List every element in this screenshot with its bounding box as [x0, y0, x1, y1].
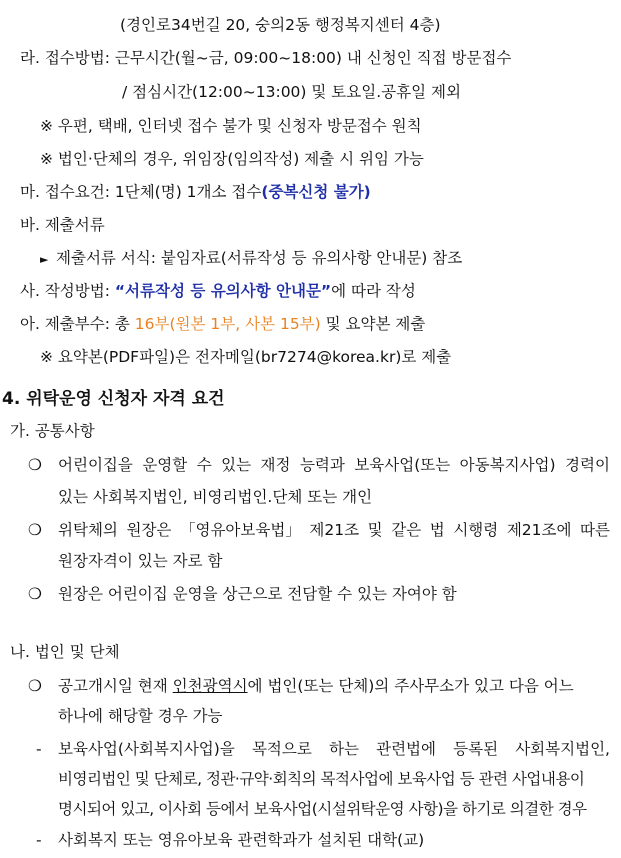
qualification-line-2-cont: 원장자격이 있는 자로 함	[58, 552, 223, 570]
copies-label: 아. 제출부수: 총	[20, 315, 135, 333]
writing-method-tail: 에 따라 작성	[331, 282, 416, 300]
common-items-heading: 가. 공통사항	[10, 422, 95, 440]
summary-email-line: ※ 요약본(PDF파일)은 전자메일(br7274@korea.kr)로 제출	[40, 348, 452, 366]
copies-tail: 및 요약본 제출	[320, 315, 426, 333]
word: 등록된	[453, 740, 499, 758]
corporation-line-3: 사회복지 또는 영유아보육 관련학과가 설치된 대학(교)	[58, 831, 425, 849]
corporation-line-2	[58, 739, 610, 759]
word: 재정	[260, 456, 291, 474]
copies-count-text: 16부(원본 1부, 사본 15부)	[134, 315, 321, 333]
circle-bullet-icon: ❍	[28, 677, 42, 695]
word: 있는	[221, 456, 252, 474]
qualification-line-1-cont: 있는 사회복지법인, 비영리법인.단체 또는 개인	[58, 488, 373, 506]
address-line: (경인로34번길 20, 숭의2동 행정복지센터 4층)	[120, 16, 441, 34]
word: 보육사업(사회복지사업)을	[58, 740, 235, 758]
dash-marker: -	[36, 740, 42, 758]
dash-marker: -	[36, 831, 42, 849]
qualification-line-2	[58, 520, 610, 540]
qualification-line-3: 원장은 어린이집 운영을 상근으로 전담할 수 있는 자여야 함	[58, 585, 457, 603]
circle-bullet-icon: ❍	[28, 456, 42, 474]
corporation-line-1-cont: 하나에 해당할 경우 가능	[58, 707, 223, 725]
word: 원장은	[126, 521, 172, 539]
word: 시행령	[453, 521, 499, 539]
documents-form-line	[40, 248, 462, 270]
writing-method-label: 사. 작성방법:	[20, 282, 115, 300]
incheon-city-text: 인천광역시	[172, 677, 248, 695]
corporation-line-2-cont-2: 명시되어 있고, 이사회 등에서 보육사업(시설위탁운영 사항)을 하기로 의결한 경우	[58, 800, 587, 818]
note-proxy-line: ※ 법인·단체의 경우, 위임장(임의작성) 제출 시 위임 가능	[40, 150, 424, 168]
word: 운영할	[142, 456, 188, 474]
circle-bullet-icon: ❍	[28, 521, 42, 539]
word: 경력이	[565, 456, 610, 474]
word: 능력과	[299, 456, 345, 474]
word: 같은	[391, 521, 422, 539]
word: 사회복지법인,	[515, 740, 610, 758]
word: 위탁체의	[58, 521, 118, 539]
documents-form-text: 제출서류 서식: 붙임자료(서류작성 등 유의사항 안내문) 참조	[56, 249, 463, 267]
corporation-line-1-c: 에 법인(또는 단체)의 주사무소가 있고 다음 어느	[247, 677, 574, 695]
guide-quote-text: “서류작성 등 유의사항 안내문”	[114, 282, 332, 300]
note-in-person-line: ※ 우편, 택배, 인터넷 접수 불가 및 신청자 방문접수 원칙	[40, 117, 422, 135]
word: 법	[429, 521, 445, 539]
documents-heading: 바. 제출서류	[20, 216, 105, 234]
corporation-heading: 나. 법인 및 단체	[10, 643, 120, 661]
section-4-heading: 4. 위탁운영 신청자 자격 요건	[2, 389, 225, 409]
no-duplicate-text: (중복신청 불가)	[261, 183, 371, 201]
word: 하는	[329, 740, 359, 758]
word: 따른	[580, 521, 610, 539]
submission-method-line: 라. 접수방법: 근무시간(월~금, 09:00~18:00) 내 신청인 직접 방문접수	[20, 49, 512, 67]
requirement-text: 마. 접수요건: 1단체(명) 1개소 접수	[20, 183, 262, 201]
qualification-line-1	[58, 455, 610, 475]
word: 및	[367, 521, 383, 539]
word: 제21조	[309, 521, 360, 539]
corporation-line-2-cont: 비영리법인 및 단체로, 정관·규약·회칙의 목적사업에 보육사업 등 관련 사업내용이	[58, 770, 585, 788]
word: 아동복지사업)	[459, 456, 556, 474]
lunch-time-line: / 점심시간(12:00~13:00) 및 토요일.공휴일 제외	[122, 83, 461, 101]
submission-requirement-line	[20, 182, 371, 202]
word: 수	[196, 456, 212, 474]
word: 어린이집을	[58, 456, 133, 474]
circle-bullet-icon: ❍	[28, 585, 42, 603]
copies-line	[20, 314, 425, 334]
triangle-marker-icon: ►	[40, 253, 49, 266]
word: 보육사업(또는	[354, 456, 451, 474]
word: 관련법에	[376, 740, 436, 758]
corporation-line-1-a: 공고개시일 현재	[58, 677, 173, 695]
word: 제21조에	[506, 521, 572, 539]
word: 「영유아보육법」	[179, 521, 301, 539]
word: 목적으로	[251, 740, 312, 758]
writing-method-line	[20, 281, 416, 301]
corporation-line-1	[58, 676, 574, 696]
